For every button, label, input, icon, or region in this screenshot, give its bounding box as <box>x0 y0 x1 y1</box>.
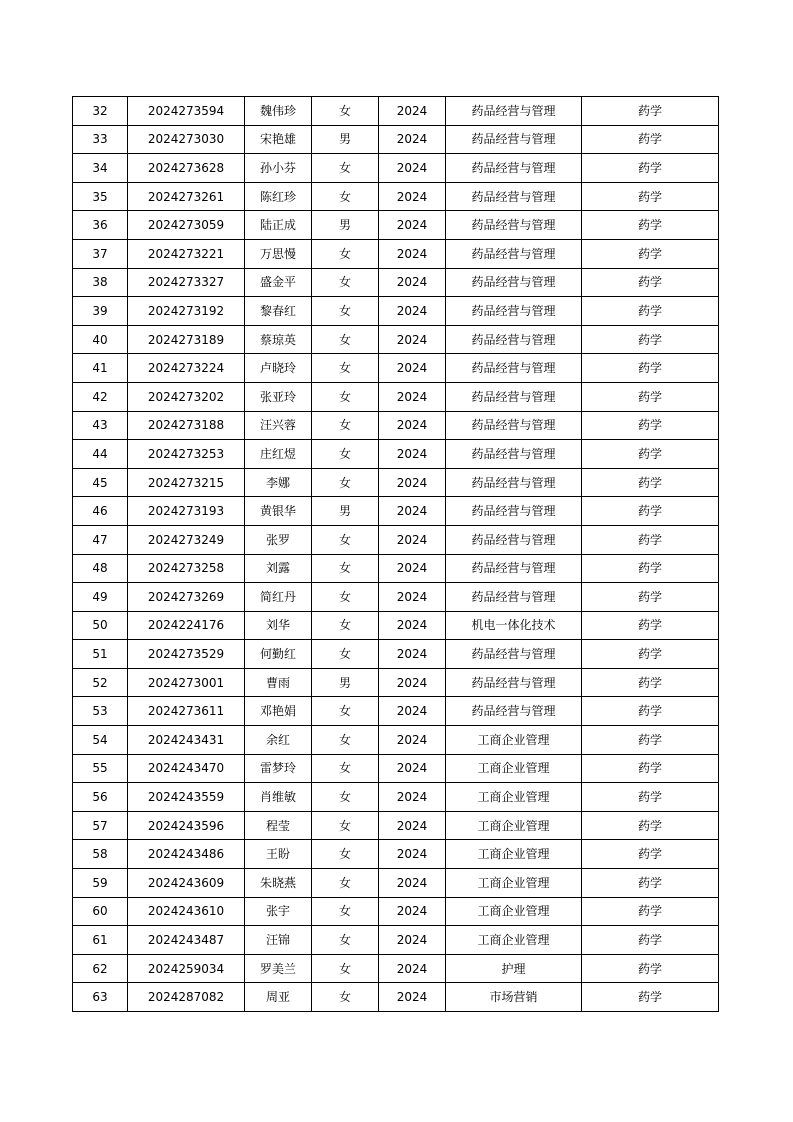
cell-category: 药学 <box>582 954 719 983</box>
cell-category: 药学 <box>582 897 719 926</box>
cell-category: 药学 <box>582 297 719 326</box>
cell-name: 王盼 <box>245 840 312 869</box>
cell-student-id: 2024273258 <box>128 554 245 583</box>
cell-year: 2024 <box>379 382 446 411</box>
cell-gender: 女 <box>312 411 379 440</box>
cell-year: 2024 <box>379 468 446 497</box>
cell-year: 2024 <box>379 668 446 697</box>
cell-name: 魏伟珍 <box>245 97 312 126</box>
cell-year: 2024 <box>379 783 446 812</box>
table-row <box>73 611 719 640</box>
cell-student-id: 2024273221 <box>128 239 245 268</box>
cell-year: 2024 <box>379 440 446 469</box>
cell-student-id: 2024273261 <box>128 182 245 211</box>
cell-year: 2024 <box>379 182 446 211</box>
cell-major: 药品经营与管理 <box>446 182 582 211</box>
cell-category: 药学 <box>582 211 719 240</box>
table-row <box>73 554 719 583</box>
cell-seq: 42 <box>73 382 128 411</box>
cell-gender: 女 <box>312 983 379 1012</box>
table-row <box>73 97 719 126</box>
cell-seq: 52 <box>73 668 128 697</box>
cell-category: 药学 <box>582 411 719 440</box>
cell-seq: 58 <box>73 840 128 869</box>
cell-major: 工商企业管理 <box>446 840 582 869</box>
cell-seq: 49 <box>73 583 128 612</box>
cell-name: 庄红煜 <box>245 440 312 469</box>
cell-name: 陈红珍 <box>245 182 312 211</box>
cell-year: 2024 <box>379 611 446 640</box>
cell-student-id: 2024224176 <box>128 611 245 640</box>
cell-gender: 男 <box>312 668 379 697</box>
cell-year: 2024 <box>379 125 446 154</box>
cell-gender: 女 <box>312 182 379 211</box>
cell-name: 李娜 <box>245 468 312 497</box>
cell-gender: 女 <box>312 154 379 183</box>
cell-category: 药学 <box>582 611 719 640</box>
cell-student-id: 2024273193 <box>128 497 245 526</box>
cell-student-id: 2024243486 <box>128 840 245 869</box>
cell-gender: 女 <box>312 583 379 612</box>
cell-student-id: 2024273529 <box>128 640 245 669</box>
cell-name: 黄银华 <box>245 497 312 526</box>
cell-seq: 41 <box>73 354 128 383</box>
cell-student-id: 2024273611 <box>128 697 245 726</box>
cell-seq: 35 <box>73 182 128 211</box>
cell-year: 2024 <box>379 697 446 726</box>
cell-seq: 55 <box>73 754 128 783</box>
cell-name: 余红 <box>245 726 312 755</box>
cell-major: 药品经营与管理 <box>446 297 582 326</box>
cell-major: 工商企业管理 <box>446 897 582 926</box>
cell-gender: 女 <box>312 869 379 898</box>
cell-seq: 38 <box>73 268 128 297</box>
cell-name: 邓艳娟 <box>245 697 312 726</box>
table-row <box>73 697 719 726</box>
cell-major: 药品经营与管理 <box>446 440 582 469</box>
table-row <box>73 754 719 783</box>
cell-gender: 女 <box>312 97 379 126</box>
cell-student-id: 2024273030 <box>128 125 245 154</box>
cell-category: 药学 <box>582 668 719 697</box>
table-row <box>73 811 719 840</box>
cell-name: 刘华 <box>245 611 312 640</box>
cell-name: 宋艳雄 <box>245 125 312 154</box>
cell-year: 2024 <box>379 954 446 983</box>
cell-major: 工商企业管理 <box>446 811 582 840</box>
cell-name: 汪锦 <box>245 926 312 955</box>
cell-category: 药学 <box>582 554 719 583</box>
cell-category: 药学 <box>582 926 719 955</box>
cell-gender: 女 <box>312 754 379 783</box>
cell-name: 蔡琼英 <box>245 325 312 354</box>
cell-category: 药学 <box>582 268 719 297</box>
cell-year: 2024 <box>379 754 446 783</box>
table-row <box>73 840 719 869</box>
cell-seq: 62 <box>73 954 128 983</box>
table-row <box>73 154 719 183</box>
student-roster-table <box>72 96 719 1012</box>
cell-name: 张宇 <box>245 897 312 926</box>
cell-major: 药品经营与管理 <box>446 525 582 554</box>
cell-gender: 女 <box>312 611 379 640</box>
cell-name: 朱晓燕 <box>245 869 312 898</box>
cell-major: 药品经营与管理 <box>446 583 582 612</box>
cell-year: 2024 <box>379 325 446 354</box>
cell-gender: 女 <box>312 268 379 297</box>
cell-major: 药品经营与管理 <box>446 354 582 383</box>
cell-student-id: 2024243559 <box>128 783 245 812</box>
cell-gender: 女 <box>312 640 379 669</box>
table-row <box>73 382 719 411</box>
cell-year: 2024 <box>379 154 446 183</box>
cell-major: 药品经营与管理 <box>446 97 582 126</box>
cell-year: 2024 <box>379 497 446 526</box>
cell-gender: 女 <box>312 354 379 383</box>
cell-seq: 45 <box>73 468 128 497</box>
cell-gender: 女 <box>312 525 379 554</box>
cell-name: 万思慢 <box>245 239 312 268</box>
table-row <box>73 668 719 697</box>
cell-major: 市场营销 <box>446 983 582 1012</box>
cell-major: 药品经营与管理 <box>446 497 582 526</box>
cell-category: 药学 <box>582 497 719 526</box>
cell-name: 何勤红 <box>245 640 312 669</box>
cell-seq: 48 <box>73 554 128 583</box>
cell-seq: 56 <box>73 783 128 812</box>
cell-gender: 女 <box>312 811 379 840</box>
cell-major: 药品经营与管理 <box>446 125 582 154</box>
cell-major: 药品经营与管理 <box>446 411 582 440</box>
cell-category: 药学 <box>582 468 719 497</box>
cell-major: 药品经营与管理 <box>446 640 582 669</box>
cell-category: 药学 <box>582 382 719 411</box>
table-row <box>73 726 719 755</box>
cell-category: 药学 <box>582 525 719 554</box>
cell-gender: 女 <box>312 726 379 755</box>
table-row <box>73 325 719 354</box>
cell-seq: 63 <box>73 983 128 1012</box>
table-row <box>73 211 719 240</box>
cell-major: 药品经营与管理 <box>446 211 582 240</box>
cell-category: 药学 <box>582 726 719 755</box>
cell-gender: 女 <box>312 554 379 583</box>
cell-gender: 女 <box>312 954 379 983</box>
cell-category: 药学 <box>582 182 719 211</box>
cell-category: 药学 <box>582 840 719 869</box>
cell-year: 2024 <box>379 525 446 554</box>
cell-major: 药品经营与管理 <box>446 154 582 183</box>
cell-seq: 44 <box>73 440 128 469</box>
cell-seq: 47 <box>73 525 128 554</box>
cell-gender: 女 <box>312 440 379 469</box>
table-row <box>73 954 719 983</box>
cell-student-id: 2024273192 <box>128 297 245 326</box>
cell-student-id: 2024273001 <box>128 668 245 697</box>
cell-student-id: 2024273059 <box>128 211 245 240</box>
table-row <box>73 583 719 612</box>
table-row <box>73 468 719 497</box>
cell-category: 药学 <box>582 325 719 354</box>
table-row <box>73 440 719 469</box>
table-row <box>73 783 719 812</box>
cell-student-id: 2024259034 <box>128 954 245 983</box>
cell-major: 药品经营与管理 <box>446 239 582 268</box>
cell-student-id: 2024273249 <box>128 525 245 554</box>
cell-year: 2024 <box>379 726 446 755</box>
cell-category: 药学 <box>582 754 719 783</box>
cell-major: 工商企业管理 <box>446 869 582 898</box>
table-row <box>73 297 719 326</box>
table-row <box>73 525 719 554</box>
cell-major: 工商企业管理 <box>446 726 582 755</box>
table-row <box>73 354 719 383</box>
cell-major: 护理 <box>446 954 582 983</box>
cell-gender: 女 <box>312 297 379 326</box>
cell-year: 2024 <box>379 239 446 268</box>
cell-seq: 54 <box>73 726 128 755</box>
cell-name: 程莹 <box>245 811 312 840</box>
cell-student-id: 2024273594 <box>128 97 245 126</box>
cell-student-id: 2024287082 <box>128 983 245 1012</box>
table-row <box>73 640 719 669</box>
table-row <box>73 497 719 526</box>
cell-seq: 51 <box>73 640 128 669</box>
cell-major: 工商企业管理 <box>446 926 582 955</box>
cell-seq: 43 <box>73 411 128 440</box>
cell-student-id: 2024243609 <box>128 869 245 898</box>
cell-name: 曹雨 <box>245 668 312 697</box>
cell-student-id: 2024243610 <box>128 897 245 926</box>
table-row <box>73 239 719 268</box>
cell-major: 机电一体化技术 <box>446 611 582 640</box>
cell-seq: 36 <box>73 211 128 240</box>
table-row <box>73 268 719 297</box>
cell-gender: 男 <box>312 211 379 240</box>
cell-year: 2024 <box>379 297 446 326</box>
cell-year: 2024 <box>379 840 446 869</box>
cell-seq: 39 <box>73 297 128 326</box>
cell-year: 2024 <box>379 268 446 297</box>
cell-student-id: 2024273188 <box>128 411 245 440</box>
cell-student-id: 2024273327 <box>128 268 245 297</box>
cell-student-id: 2024243596 <box>128 811 245 840</box>
cell-seq: 40 <box>73 325 128 354</box>
cell-gender: 女 <box>312 783 379 812</box>
cell-category: 药学 <box>582 154 719 183</box>
cell-student-id: 2024273224 <box>128 354 245 383</box>
cell-major: 药品经营与管理 <box>446 268 582 297</box>
cell-gender: 女 <box>312 926 379 955</box>
cell-seq: 53 <box>73 697 128 726</box>
cell-name: 张亚玲 <box>245 382 312 411</box>
cell-name: 简红丹 <box>245 583 312 612</box>
cell-seq: 32 <box>73 97 128 126</box>
cell-year: 2024 <box>379 640 446 669</box>
table-row <box>73 926 719 955</box>
cell-year: 2024 <box>379 583 446 612</box>
cell-gender: 女 <box>312 897 379 926</box>
cell-seq: 46 <box>73 497 128 526</box>
cell-major: 药品经营与管理 <box>446 325 582 354</box>
cell-category: 药学 <box>582 354 719 383</box>
cell-name: 陆正成 <box>245 211 312 240</box>
cell-year: 2024 <box>379 211 446 240</box>
cell-student-id: 2024273202 <box>128 382 245 411</box>
cell-gender: 女 <box>312 468 379 497</box>
cell-category: 药学 <box>582 125 719 154</box>
cell-student-id: 2024273253 <box>128 440 245 469</box>
cell-year: 2024 <box>379 354 446 383</box>
cell-major: 工商企业管理 <box>446 754 582 783</box>
cell-year: 2024 <box>379 97 446 126</box>
cell-student-id: 2024243431 <box>128 726 245 755</box>
cell-name: 黎春红 <box>245 297 312 326</box>
cell-name: 雷梦玲 <box>245 754 312 783</box>
cell-major: 药品经营与管理 <box>446 468 582 497</box>
cell-category: 药学 <box>582 640 719 669</box>
cell-category: 药学 <box>582 97 719 126</box>
table-row <box>73 897 719 926</box>
cell-name: 肖维敏 <box>245 783 312 812</box>
cell-name: 周亚 <box>245 983 312 1012</box>
cell-seq: 59 <box>73 869 128 898</box>
cell-name: 盛金平 <box>245 268 312 297</box>
cell-year: 2024 <box>379 811 446 840</box>
cell-category: 药学 <box>582 239 719 268</box>
cell-student-id: 2024243470 <box>128 754 245 783</box>
cell-gender: 女 <box>312 325 379 354</box>
cell-major: 药品经营与管理 <box>446 554 582 583</box>
cell-student-id: 2024243487 <box>128 926 245 955</box>
cell-category: 药学 <box>582 697 719 726</box>
cell-name: 罗美兰 <box>245 954 312 983</box>
table-row <box>73 411 719 440</box>
cell-name: 卢晓玲 <box>245 354 312 383</box>
cell-year: 2024 <box>379 411 446 440</box>
cell-student-id: 2024273269 <box>128 583 245 612</box>
cell-seq: 33 <box>73 125 128 154</box>
cell-category: 药学 <box>582 440 719 469</box>
cell-major: 药品经营与管理 <box>446 668 582 697</box>
cell-category: 药学 <box>582 811 719 840</box>
cell-category: 药学 <box>582 783 719 812</box>
cell-gender: 男 <box>312 497 379 526</box>
cell-category: 药学 <box>582 869 719 898</box>
cell-category: 药学 <box>582 983 719 1012</box>
cell-student-id: 2024273189 <box>128 325 245 354</box>
cell-gender: 女 <box>312 840 379 869</box>
cell-category: 药学 <box>582 583 719 612</box>
table-row <box>73 983 719 1012</box>
cell-seq: 34 <box>73 154 128 183</box>
cell-gender: 男 <box>312 125 379 154</box>
table-row <box>73 182 719 211</box>
cell-gender: 女 <box>312 382 379 411</box>
cell-year: 2024 <box>379 926 446 955</box>
cell-year: 2024 <box>379 554 446 583</box>
cell-seq: 61 <box>73 926 128 955</box>
cell-seq: 50 <box>73 611 128 640</box>
cell-seq: 60 <box>73 897 128 926</box>
cell-student-id: 2024273628 <box>128 154 245 183</box>
cell-major: 工商企业管理 <box>446 783 582 812</box>
table-row <box>73 125 719 154</box>
cell-gender: 女 <box>312 697 379 726</box>
cell-name: 汪兴蓉 <box>245 411 312 440</box>
cell-major: 药品经营与管理 <box>446 697 582 726</box>
table-row <box>73 869 719 898</box>
cell-major: 药品经营与管理 <box>446 382 582 411</box>
roster-body <box>73 97 719 1012</box>
cell-name: 张罗 <box>245 525 312 554</box>
cell-seq: 57 <box>73 811 128 840</box>
cell-year: 2024 <box>379 983 446 1012</box>
cell-year: 2024 <box>379 897 446 926</box>
cell-seq: 37 <box>73 239 128 268</box>
cell-student-id: 2024273215 <box>128 468 245 497</box>
cell-name: 孙小芬 <box>245 154 312 183</box>
cell-year: 2024 <box>379 869 446 898</box>
cell-gender: 女 <box>312 239 379 268</box>
cell-name: 刘露 <box>245 554 312 583</box>
